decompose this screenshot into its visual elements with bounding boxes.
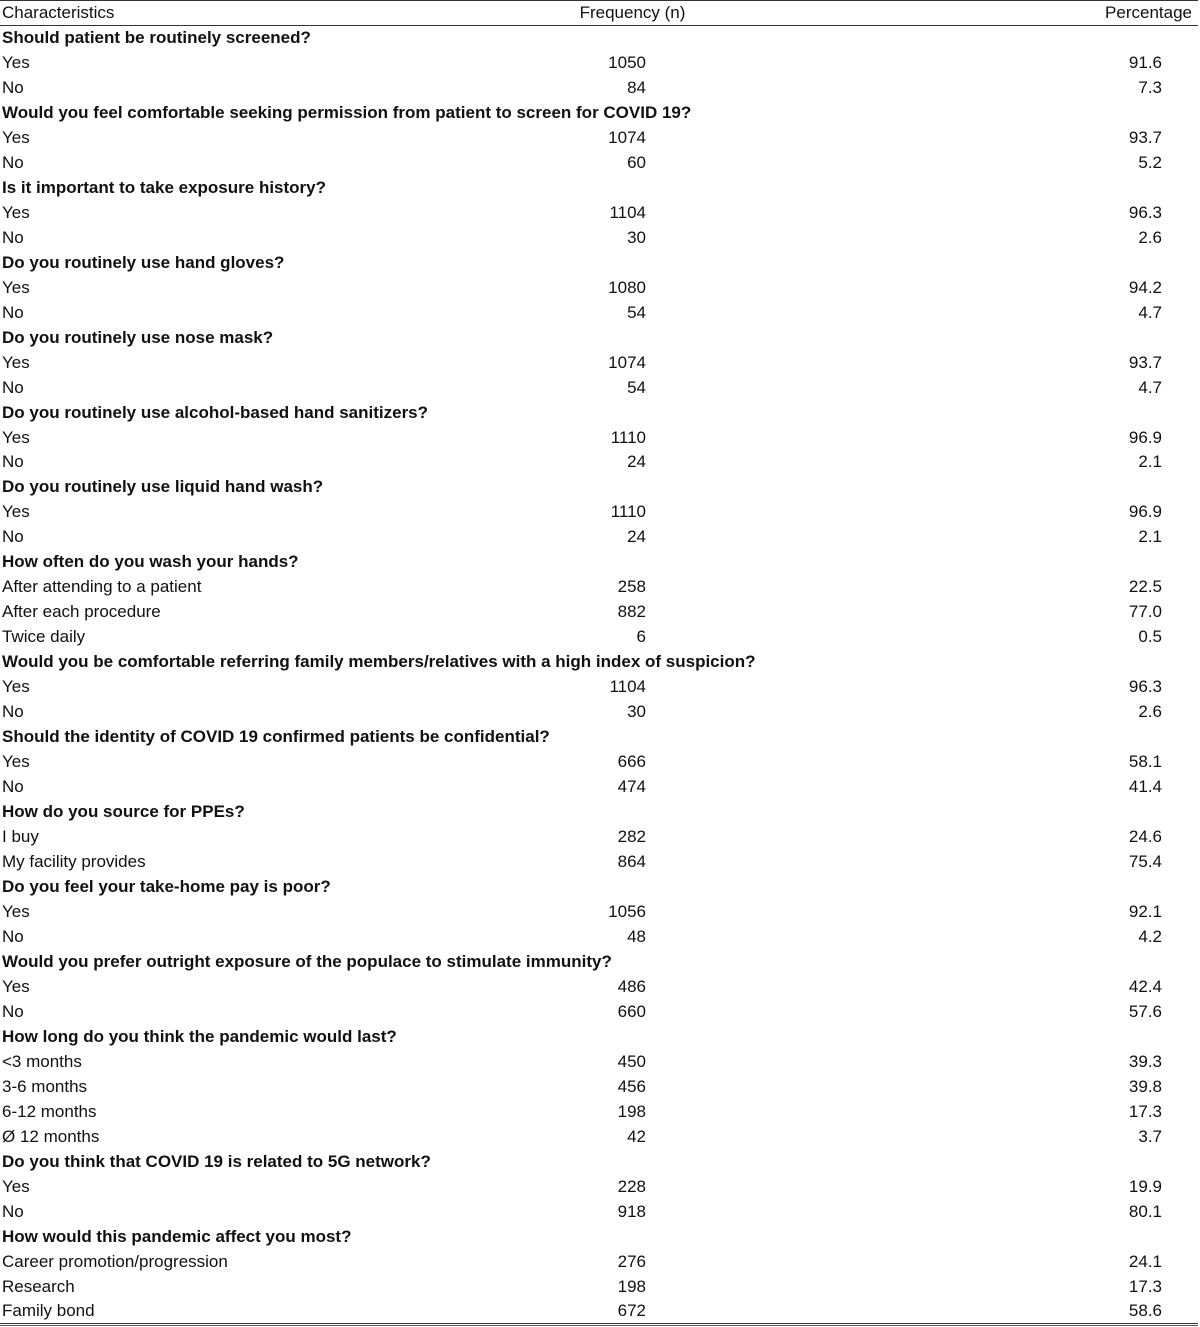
response-label: Yes <box>2 976 30 996</box>
table-row <box>0 375 1200 400</box>
frequency-value: 474 <box>617 777 646 797</box>
header-frequency: Frequency (n) <box>579 3 686 22</box>
table-row <box>0 924 1200 949</box>
percentage-value: 2.6 <box>1138 227 1162 247</box>
response-label: I buy <box>2 827 39 847</box>
frequency-value: 918 <box>617 1201 646 1221</box>
header-characteristics: Characteristics <box>2 3 115 22</box>
percentage-value: 58.6 <box>1128 1301 1162 1321</box>
question-row <box>0 474 1200 499</box>
frequency-value: 660 <box>617 1001 646 1021</box>
frequency-value: 30 <box>627 702 646 722</box>
question-label: Do you feel your take-home pay is poor? <box>2 876 331 896</box>
table-row <box>0 499 1200 524</box>
percentage-value: 58.1 <box>1128 752 1162 772</box>
percentage-value: 92.1 <box>1128 901 1162 921</box>
percentage-value: 91.6 <box>1128 52 1162 72</box>
response-label: Yes <box>2 752 30 772</box>
percentage-value: 7.3 <box>1138 77 1162 97</box>
response-label: After each procedure <box>2 602 161 622</box>
response-label: No <box>2 302 24 322</box>
table-row <box>0 1199 1200 1224</box>
percentage-value: 96.3 <box>1128 202 1162 222</box>
percentage-value: 93.7 <box>1128 352 1162 372</box>
table-row <box>0 674 1200 699</box>
response-label: No <box>2 452 24 472</box>
frequency-value: 1080 <box>608 277 646 297</box>
frequency-value: 60 <box>627 152 646 172</box>
frequency-value: 198 <box>617 1101 646 1121</box>
frequency-value: 24 <box>627 452 646 472</box>
frequency-value: 198 <box>617 1276 646 1296</box>
response-label: Family bond <box>2 1301 95 1321</box>
table-row <box>0 50 1200 75</box>
frequency-value: 1056 <box>608 901 646 921</box>
table-bottom-rule <box>0 1323 1198 1324</box>
frequency-value: 1050 <box>608 52 646 72</box>
frequency-value: 882 <box>617 602 646 622</box>
table-row <box>0 1099 1200 1124</box>
question-row <box>0 1149 1200 1174</box>
response-label: After attending to a patient <box>2 577 202 597</box>
question-label: Do you routinely use nose mask? <box>2 327 274 347</box>
table-row <box>0 350 1200 375</box>
frequency-value: 48 <box>627 926 646 946</box>
question-label: How often do you wash your hands? <box>2 552 299 572</box>
percentage-value: 19.9 <box>1128 1176 1162 1196</box>
header-percentage: Percentage <box>1105 3 1192 22</box>
percentage-value: 94.2 <box>1128 277 1162 297</box>
frequency-value: 42 <box>627 1126 646 1146</box>
percentage-value: 77.0 <box>1128 602 1162 622</box>
percentage-value: 24.1 <box>1128 1251 1162 1271</box>
table-row <box>0 275 1200 300</box>
response-label: Yes <box>2 502 30 522</box>
question-row <box>0 649 1200 674</box>
response-label: Yes <box>2 202 30 222</box>
table-row <box>0 1174 1200 1199</box>
percentage-value: 4.2 <box>1138 926 1162 946</box>
percentage-value: 17.3 <box>1128 1101 1162 1121</box>
frequency-value: 228 <box>617 1176 646 1196</box>
question-label: Should the identity of COVID 19 confirmed patients be confidential? <box>2 727 550 747</box>
percentage-value: 57.6 <box>1128 1001 1162 1021</box>
table-row <box>0 749 1200 774</box>
question-row <box>0 949 1200 974</box>
question-row <box>0 874 1200 899</box>
question-row <box>0 724 1200 749</box>
question-label: How do you source for PPEs? <box>2 802 245 822</box>
table-row <box>0 899 1200 924</box>
percentage-value: 96.9 <box>1128 427 1162 447</box>
frequency-value: 1110 <box>610 502 646 522</box>
frequency-value: 282 <box>617 827 646 847</box>
percentage-value: 4.7 <box>1138 302 1162 322</box>
response-label: My facility provides <box>2 852 146 871</box>
question-label: Do you routinely use hand gloves? <box>2 252 285 272</box>
percentage-value: 42.4 <box>1128 976 1162 996</box>
response-label: Yes <box>2 352 30 372</box>
question-label: Would you prefer outright exposure of the populace to stimulate immunity? <box>2 951 612 971</box>
percentage-value: 22.5 <box>1128 577 1162 597</box>
frequency-value: 258 <box>617 577 646 597</box>
response-label: No <box>2 1001 24 1021</box>
percentage-value: 0.5 <box>1138 627 1162 647</box>
table-row <box>0 1298 1200 1323</box>
table-row <box>0 1049 1200 1074</box>
response-label: No <box>2 1201 24 1221</box>
response-label: No <box>2 377 24 397</box>
percentage-value: 96.3 <box>1128 677 1162 697</box>
percentage-value: 39.3 <box>1128 1051 1162 1071</box>
frequency-value: 1110 <box>610 427 646 447</box>
frequency-value: 84 <box>627 77 646 97</box>
response-label: Yes <box>2 1176 30 1196</box>
response-label: Yes <box>2 127 30 147</box>
question-row <box>0 100 1200 125</box>
table-row <box>0 599 1200 624</box>
percentage-value: 3.7 <box>1138 1126 1162 1146</box>
frequency-value: 666 <box>617 752 646 772</box>
table-row <box>0 574 1200 599</box>
percentage-value: 2.6 <box>1138 702 1162 722</box>
response-label: 6-12 months <box>2 1101 97 1121</box>
response-label: Research <box>2 1276 75 1296</box>
frequency-value: 30 <box>627 227 646 247</box>
percentage-value: 80.1 <box>1128 1201 1162 1221</box>
frequency-value: 24 <box>627 527 646 547</box>
question-label: Do you routinely use alcohol-based hand sanitizers? <box>2 402 429 422</box>
frequency-value: 6 <box>636 627 646 647</box>
question-label: Is it important to take exposure history? <box>2 177 327 197</box>
question-row <box>0 799 1200 824</box>
frequency-value: 486 <box>617 976 646 996</box>
question-row <box>0 549 1200 574</box>
response-label: No <box>2 527 24 547</box>
response-label: Career promotion/progression <box>2 1251 228 1271</box>
question-label: How long do you think the pandemic would last? <box>2 1026 397 1046</box>
table-row <box>0 824 1200 849</box>
table-row <box>0 300 1200 325</box>
percentage-value: 5.2 <box>1138 152 1162 172</box>
question-label: Do you routinely use liquid hand wash? <box>2 477 324 497</box>
table-row <box>0 225 1200 250</box>
table-row <box>0 200 1200 225</box>
table-row <box>0 125 1200 150</box>
percentage-value: 24.6 <box>1128 827 1162 847</box>
percentage-value: 4.7 <box>1138 377 1162 397</box>
response-label: No <box>2 702 24 722</box>
percentage-value: 2.1 <box>1138 527 1162 547</box>
frequency-value: 1104 <box>609 677 646 697</box>
percentage-value: 17.3 <box>1128 1276 1162 1296</box>
table-row <box>0 999 1200 1024</box>
response-label: 3-6 months <box>2 1076 88 1096</box>
question-label: Would you be comfortable referring family members/relatives with a high index of suspicion? <box>2 652 756 672</box>
percentage-value: 75.4 <box>1128 852 1162 871</box>
frequency-value: 672 <box>617 1301 646 1321</box>
percentage-value: 93.7 <box>1128 127 1162 147</box>
question-label: How would this pandemic affect you most? <box>2 1226 352 1246</box>
percentage-value: 2.1 <box>1138 452 1162 472</box>
table-header-row <box>0 0 1200 25</box>
percentage-value: 96.9 <box>1128 502 1162 522</box>
question-label: Would you feel comfortable seeking permission from patient to screen for COVID 19? <box>2 102 692 122</box>
percentage-value: 41.4 <box>1128 777 1162 797</box>
question-row <box>0 25 1200 50</box>
table-row <box>0 1074 1200 1099</box>
table-row <box>0 449 1200 474</box>
table-row <box>0 524 1200 549</box>
question-label: Should patient be routinely screened? <box>2 28 311 47</box>
frequency-value: 54 <box>627 302 646 322</box>
table-row <box>0 849 1200 874</box>
table-row <box>0 1274 1200 1299</box>
response-label: Ø 12 months <box>2 1126 100 1146</box>
response-label: Twice daily <box>2 627 86 647</box>
table-bottom-rule-double <box>0 1325 1198 1326</box>
table-row <box>0 75 1200 100</box>
response-label: <3 months <box>2 1051 82 1071</box>
response-label: No <box>2 777 24 797</box>
percentage-value: 39.8 <box>1128 1076 1162 1096</box>
table-row <box>0 624 1200 649</box>
response-label: No <box>2 227 24 247</box>
response-label: Yes <box>2 277 30 297</box>
response-label: Yes <box>2 901 30 921</box>
table-row <box>0 1124 1200 1149</box>
response-label: No <box>2 152 24 172</box>
frequency-value: 1104 <box>609 202 646 222</box>
frequency-value: 456 <box>617 1076 646 1096</box>
table-row <box>0 974 1200 999</box>
question-label: Do you think that COVID 19 is related to 5G network? <box>2 1151 431 1171</box>
table-row <box>0 774 1200 799</box>
table-row <box>0 425 1200 450</box>
frequency-value: 450 <box>617 1051 646 1071</box>
question-row <box>0 1224 1200 1249</box>
frequency-value: 1074 <box>608 127 646 147</box>
response-label: Yes <box>2 52 30 72</box>
frequency-value: 1074 <box>608 352 646 372</box>
question-row <box>0 400 1200 425</box>
frequency-value: 864 <box>617 852 646 871</box>
frequency-value: 54 <box>627 377 646 397</box>
table-row <box>0 150 1200 175</box>
response-label: No <box>2 77 24 97</box>
table-row <box>0 699 1200 724</box>
question-row <box>0 325 1200 350</box>
response-label: Yes <box>2 427 30 447</box>
response-label: No <box>2 926 24 946</box>
response-label: Yes <box>2 677 30 697</box>
frequency-value: 276 <box>617 1251 646 1271</box>
question-row <box>0 250 1200 275</box>
table-row <box>0 1249 1200 1274</box>
question-row <box>0 175 1200 200</box>
question-row <box>0 1024 1200 1049</box>
